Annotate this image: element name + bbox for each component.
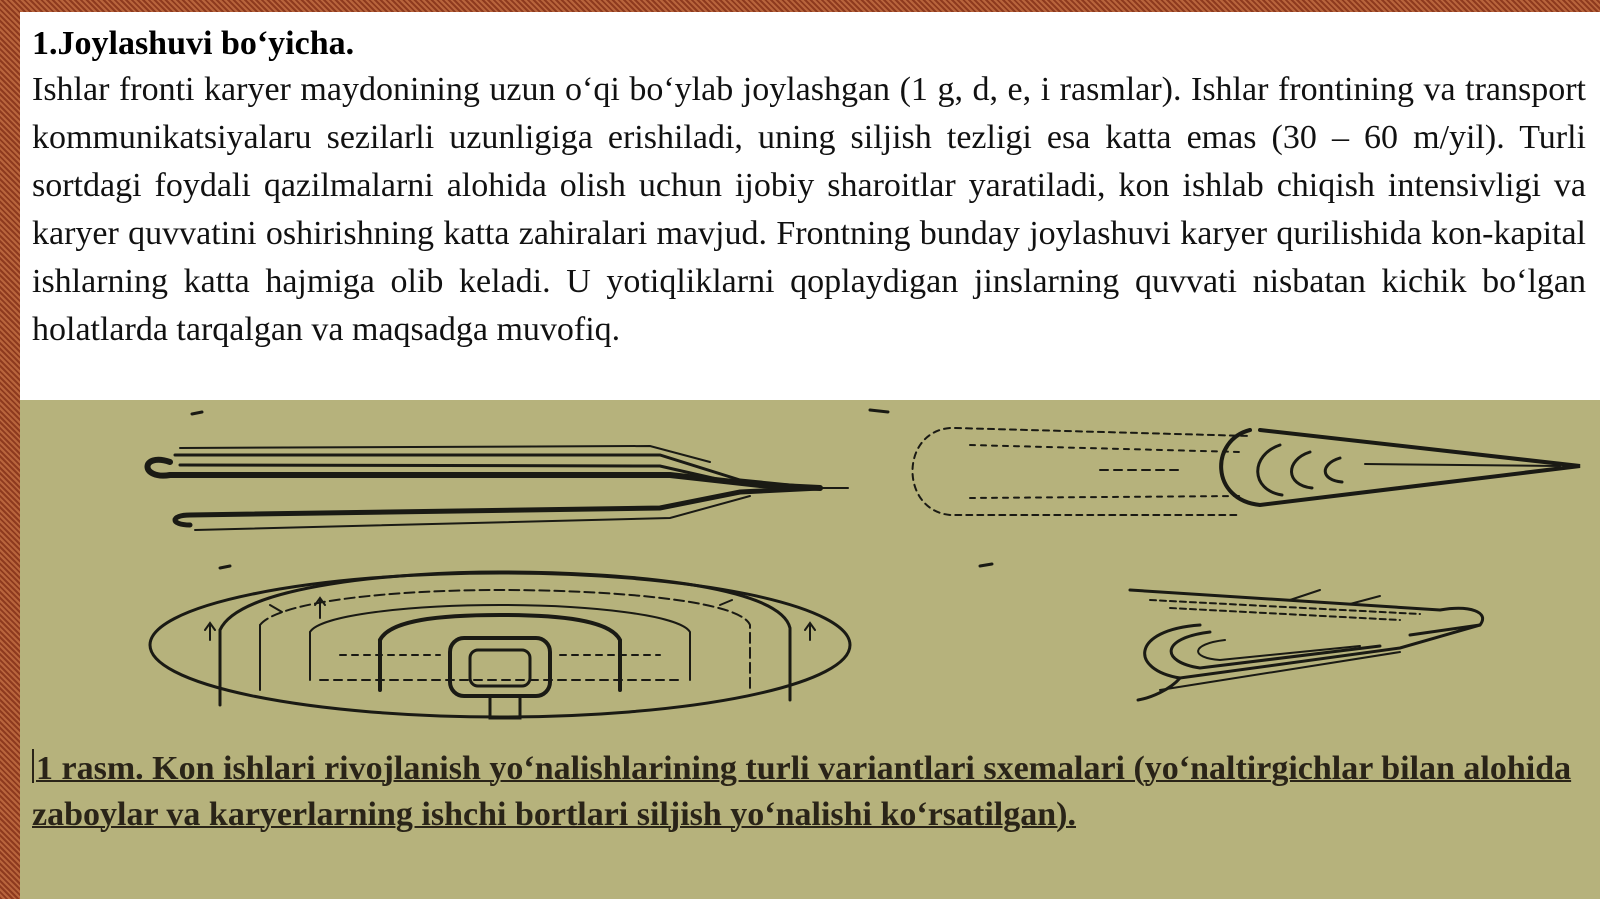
scheme-oval-pit (150, 564, 992, 718)
text-panel (20, 12, 1600, 400)
figure-caption (32, 746, 1588, 838)
body-paragraph: Ishlar fronti karyer maydonining uzun o‘qi bo‘ylab joylashgan (1 g, d, e, i rasmlar). Ishlar frontining va transport kommunikatsiyalaru sezilarli uzunligiga erishiladi, uning siljish tezligi esa katta emas (30 – 60 m/yil). Turli sortdagi foydali qazilmalarni alohida olish uchun ijobiy sharoitlar yaratiladi, kon ishlab chiqish intensivligi va karyer quvvatini oshirishning katta zahiralari mavjud. Frontning bunday joylashuvi karyer qurilishida kon-kapital ishlarning katta hajmiga olib keladi. U yotiqliklarni qoplaydigan jinslarning quvvati nisbatan kichik bo‘lgan holatlarda tarqalgan va maqsadga muvofiq. (32, 71, 1586, 348)
scheme-elongated-pit (148, 412, 849, 530)
scheme-wedge-pit (1130, 590, 1483, 700)
figure-caption-text: 1 rasm. Kon ishlari rivojlanish yo‘nalishlarining turli variantlari sxemalari (yo‘naltirgichlar bilan alohida zaboylar va karyerlarning ishchi bortlari siljish yo‘nalishi ko‘rsatilgan). (32, 750, 1572, 833)
text-cursor (32, 749, 34, 783)
scheme-bullet-pit (870, 410, 1580, 515)
figure-panel (20, 400, 1600, 899)
section-heading: 1.Joylashuvi bo‘yicha. (32, 25, 355, 62)
